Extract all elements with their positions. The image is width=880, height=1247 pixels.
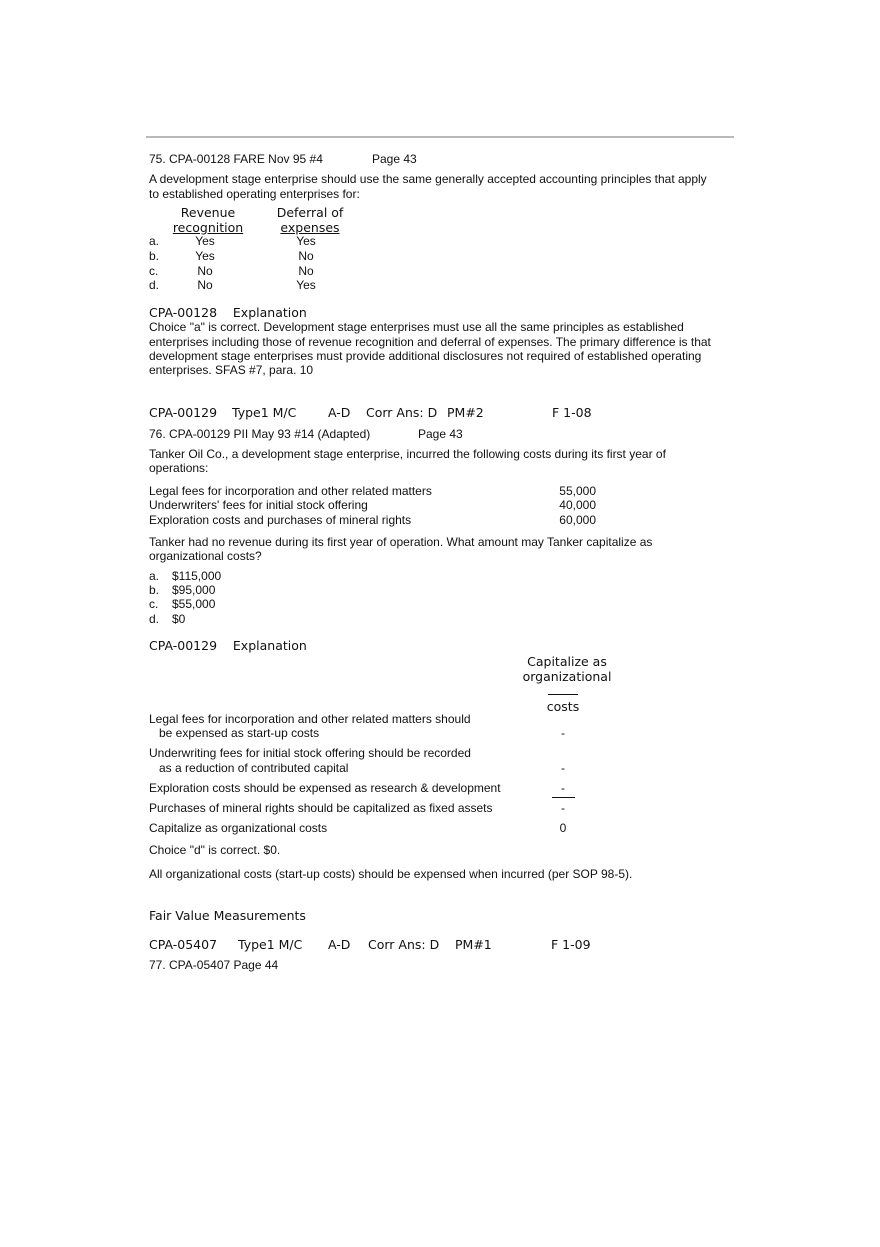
q75-option-col1: No xyxy=(197,264,213,278)
q76-cost-amount: 60,000 xyxy=(559,513,596,527)
q75-option-letter: d. xyxy=(149,278,160,292)
q76-col-header-2: organizational xyxy=(522,669,612,684)
q77-meta-range: A-D xyxy=(328,937,351,952)
q76-choice: Choice "d" is correct. $0. xyxy=(149,843,281,857)
q77-meta-answer: Corr Ans: D xyxy=(368,937,440,952)
q76-row-value: - xyxy=(561,801,565,815)
q76-row-line: Underwriting fees for initial stock offering should be recorded xyxy=(149,746,471,760)
q75-col2-header-1: Deferral of xyxy=(276,205,344,220)
q75-option-col2: No xyxy=(298,264,314,278)
q76-cost-label: Underwriters' fees for initial stock offering xyxy=(149,498,368,512)
q76-row-line: Capitalize as organizational costs xyxy=(149,821,328,835)
q76-cost-label: Exploration costs and purchases of mineral rights xyxy=(149,513,412,527)
q76-meta-type: Type1 M/C xyxy=(232,405,297,420)
q76-question-line-2: operations: xyxy=(149,461,209,475)
column-header-rule xyxy=(548,694,578,695)
q77-meta-type: Type1 M/C xyxy=(238,937,303,952)
q77-meta-id: CPA-05407 xyxy=(149,937,218,952)
q76-cost-label: Legal fees for incorporation and other related matters xyxy=(149,484,432,498)
section-title: Fair Value Measurements xyxy=(149,908,306,923)
q75-question-line-2: to established operating enterprises for: xyxy=(149,187,360,201)
q75-option-letter: a. xyxy=(149,234,160,248)
q75-explanation-line: enterprises including those of revenue recognition and deferral of expenses. The primary difference is that xyxy=(149,335,711,349)
q75-explanation-line: enterprises. SFAS #7, para. 10 xyxy=(149,363,314,377)
q76-option-text: $55,000 xyxy=(172,597,216,611)
q75-option-letter: b. xyxy=(149,249,160,263)
q76-row-value: 0 xyxy=(559,821,567,835)
q75-explanation-title: CPA-00128 Explanation xyxy=(149,305,307,320)
q75-col2-header-2: expenses xyxy=(280,220,340,235)
q76-option-letter: a. xyxy=(149,569,160,583)
q75-explanation-line: development stage enterprises must provide additional disclosures not required of established operating xyxy=(149,349,702,363)
q76-row-line: Exploration costs should be expensed as research & development xyxy=(149,781,501,795)
q75-header: 75. CPA-00128 FARE Nov 95 #4 xyxy=(149,152,323,166)
top-rule xyxy=(146,136,734,138)
q76-option-letter: c. xyxy=(149,597,159,611)
q76-meta-pm: PM#2 xyxy=(447,405,484,420)
q76-cost-amount: 40,000 xyxy=(559,498,596,512)
q76-explanation-title: CPA-00129 Explanation xyxy=(149,638,307,653)
q76-option-text: $95,000 xyxy=(172,583,216,597)
subtotal-rule xyxy=(552,797,575,798)
q77-meta-pm: PM#1 xyxy=(455,937,492,952)
q75-option-col1: Yes xyxy=(195,249,215,263)
q76-option-text: $0 xyxy=(172,612,186,626)
q75-question-line-1: A development stage enterprise should use the same generally accepted accounting principles that apply xyxy=(149,172,707,186)
q76-header: 76. CPA-00129 PII May 93 #14 (Adapted) xyxy=(149,427,371,441)
q76-question-line-1: Tanker Oil Co., a development stage enterprise, incurred the following costs during its first year of xyxy=(149,447,666,461)
q75-col1-header-1: Revenue xyxy=(180,205,236,220)
q76-row-line: be expensed as start-up costs xyxy=(149,726,320,740)
q75-option-col2: No xyxy=(298,249,314,263)
q75-option-letter: c. xyxy=(149,264,159,278)
q76-meta-id: CPA-00129 xyxy=(149,405,218,420)
q76-row-value: - xyxy=(561,761,565,775)
q75-option-col2: Yes xyxy=(296,278,316,292)
q76-row-value: - xyxy=(561,726,565,740)
q75-explanation-line: Choice "a" is correct. Development stage enterprises must use all the same principles as established xyxy=(149,320,684,334)
q76-col-header-1: Capitalize as xyxy=(527,654,607,669)
q75-col1-header-2: recognition xyxy=(172,220,244,235)
q75-option-col1: No xyxy=(197,278,213,292)
q77-meta-code: F 1-09 xyxy=(551,937,591,952)
q75-option-col1: Yes xyxy=(195,234,215,248)
q76-meta-code: F 1-08 xyxy=(552,405,592,420)
q76-row-line: Legal fees for incorporation and other related matters should xyxy=(149,712,471,726)
q76-question2-line-2: organizational costs? xyxy=(149,549,262,563)
q76-cost-amount: 55,000 xyxy=(559,484,596,498)
q76-meta-range: A-D xyxy=(328,405,351,420)
q76-note: All organizational costs (start-up costs) should be expensed when incurred (per SOP 98-5). xyxy=(149,867,633,881)
q75-page: Page 43 xyxy=(372,152,417,166)
q76-page: Page 43 xyxy=(418,427,463,441)
q76-row-line: as a reduction of contributed capital xyxy=(149,761,349,775)
q76-row-line: Purchases of mineral rights should be capitalized as fixed assets xyxy=(149,801,493,815)
q75-option-col2: Yes xyxy=(296,234,316,248)
q76-option-letter: d. xyxy=(149,612,160,626)
q76-question2-line-1: Tanker had no revenue during its first year of operation. What amount may Tanker capitalize as xyxy=(149,535,653,549)
q76-row-value: - xyxy=(561,781,565,795)
q76-meta-answer: Corr Ans: D xyxy=(366,405,438,420)
q76-option-text: $115,000 xyxy=(172,569,222,583)
q76-col-header-3: costs xyxy=(546,699,580,714)
q77-header: 77. CPA-05407 Page 44 xyxy=(149,958,279,972)
q76-option-letter: b. xyxy=(149,583,160,597)
